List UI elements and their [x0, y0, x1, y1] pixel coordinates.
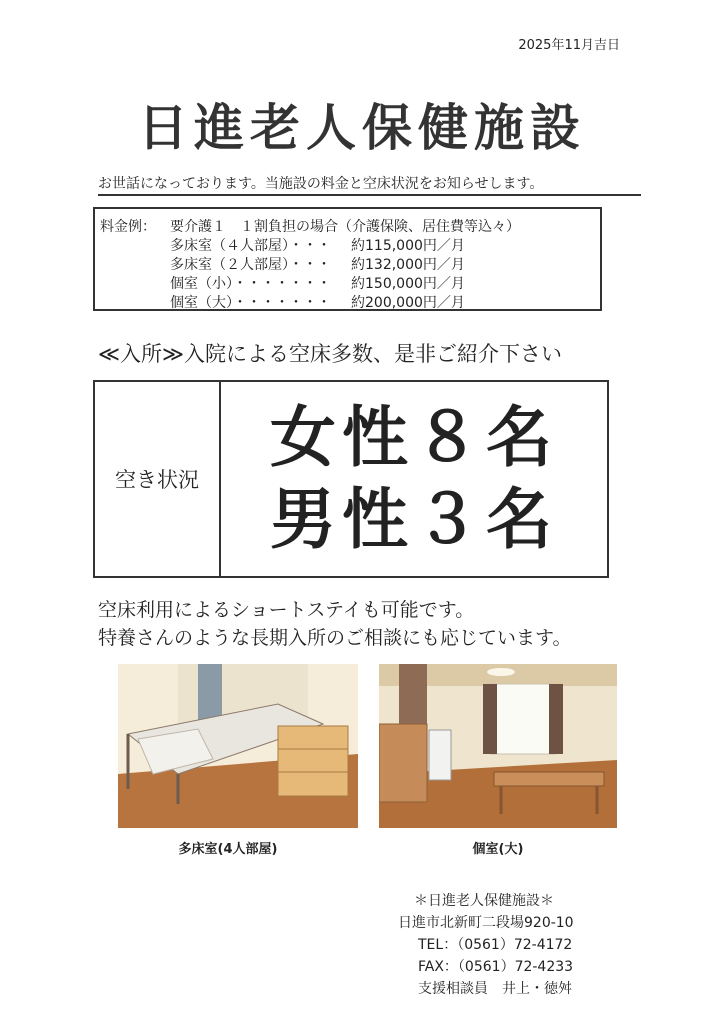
room-price: 約150,000円／月 [351, 276, 465, 292]
vacancy-counts [221, 382, 607, 576]
phone-number: TEL：（0561）72-4172 [418, 937, 573, 953]
notes [98, 596, 571, 652]
price-row [170, 254, 465, 274]
private-room-caption: 個室(大) [472, 842, 524, 857]
date: 2025年11月吉日 [518, 38, 620, 53]
private-room-photo [379, 664, 617, 828]
vacancy-box [93, 380, 609, 578]
vacancy-label: 空き状況 [115, 468, 199, 492]
address: 日進市北新町二段場920-10 [398, 915, 574, 931]
admission-line: ≪入所≫入院による空床多数、是非ご紹介下さい [98, 342, 562, 366]
female-vacancy: 女性８名 [270, 399, 558, 476]
room-type: 多床室（２人部屋）・・・ [170, 257, 331, 273]
fax-number: FAX：（0561）72-4233 [418, 959, 574, 975]
contact-block [398, 890, 574, 1000]
room-price: 約132,000円／月 [351, 257, 465, 273]
price-row [170, 292, 465, 312]
staff-contact: 支援相談員 井上・徳舛 [418, 981, 572, 997]
price-box [93, 207, 602, 311]
room-type: 多床室（４人部屋）・・・ [170, 238, 331, 254]
note-line: 特養さんのような長期入所のご相談にも応じています。 [98, 627, 572, 649]
facility-name: ＊日進老人保健施設＊ [414, 893, 554, 909]
multi-bed-room-photo [118, 664, 358, 828]
multi-bed-room-caption: 多床室(4人部屋) [178, 842, 278, 857]
price-row [170, 235, 465, 255]
note-line: 空床利用によるショートステイも可能です。 [98, 599, 475, 621]
intro-text: お世話になっております。当施設の料金と空床状況をお知らせします。 [98, 173, 641, 196]
price-label: 料金例： [100, 219, 156, 235]
room-type: 個室（小）・・・・・・・ [170, 276, 331, 292]
room-price: 約200,000円／月 [351, 295, 465, 311]
male-vacancy: 男性３名 [270, 481, 558, 558]
page-title: 日進老人保健施設 [138, 99, 586, 157]
room-price: 約115,000円／月 [351, 238, 465, 254]
room-type: 個室（大）・・・・・・・ [170, 295, 331, 311]
price-row [170, 273, 465, 293]
price-header: 要介護１ １割負担の場合（介護保険、居住費等込々） [170, 219, 520, 235]
